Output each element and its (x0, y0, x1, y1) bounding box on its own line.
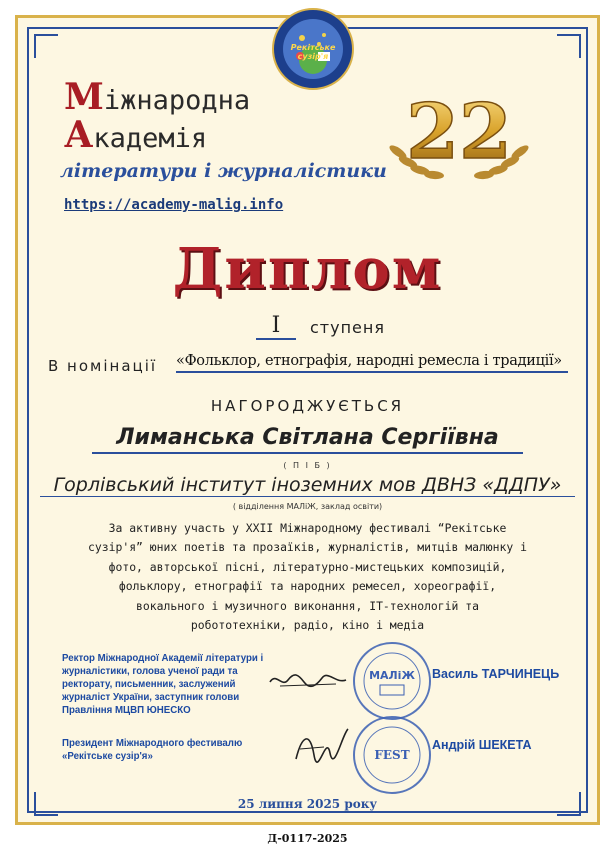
award-reason-text (70, 519, 545, 635)
academy-word-2: кадемія (93, 123, 208, 154)
issue-date: 25 липня 2025 року (237, 797, 378, 811)
svg-text:сузір'я: сузір'я (297, 52, 329, 61)
document-number: Д-0117-2025 (267, 832, 348, 845)
academy-line-2 (64, 114, 394, 156)
anniversary-22-laurel-icon (378, 80, 540, 190)
reason-line: сузір'я” юних поетів та прозаїків, журналістів, митців малюнку і (88, 540, 527, 555)
reason-line: За активну участь у XXII Міжнародному фестивалі “Рекітське (108, 521, 507, 535)
reason-line: робототехніки, радіо, кіно і медіа (190, 618, 425, 633)
institution-hint: ( відділення МАЛіЖ, заклад освіти) (232, 502, 383, 511)
diploma-title: Диплом (172, 236, 443, 302)
stamp1-label: МАЛіЖ (369, 669, 415, 682)
recipient-name: Лиманська Світлана Сергіївна (92, 425, 523, 454)
corner-ornament (34, 34, 58, 58)
degree-value: I (256, 313, 296, 340)
degree-label: ступеня (310, 318, 385, 337)
institution-name: Горлівський інститут іноземних мов ДВНЗ «ДДПУ» (40, 474, 575, 497)
reason-line: фольклору, етнографії та народних ремесел, хореографії, (118, 579, 497, 594)
academy-url-link[interactable]: https://academy-malig.info (64, 197, 284, 213)
nomination-label: В номінації (48, 357, 158, 375)
academy-word-1: іжнародна (103, 85, 251, 116)
stamp2-label: FEST (374, 748, 410, 762)
president-title: Президент Міжнародного фестивалю «Рекітське сузір'я» (62, 738, 243, 762)
rector-signature (266, 668, 350, 692)
degree-row (0, 313, 615, 343)
academy-subtitle: літератури і журналістики (60, 160, 387, 182)
rector-title: Ректор Міжнародної Академії літератури і журналістики, голова ученої ради та ректорату, письменник, заслужений журналіст України, заступник голови Правління МЦВП ЮНЕСКО (62, 653, 264, 716)
awarded-heading: НАГОРОДЖУЄТЬСЯ (210, 397, 405, 415)
academy-initial-m: М (64, 76, 104, 118)
corner-ornament (557, 34, 581, 58)
anniversary-number: 22 (406, 87, 512, 176)
name-hint: ( П І Б ) (283, 461, 332, 470)
academy-logo (64, 76, 394, 156)
academy-line-1 (64, 76, 394, 118)
svg-text:Рекітське: Рекітське (290, 43, 336, 52)
rector-name: Василь ТАРЧИНЕЦЬ (432, 667, 560, 681)
festival-emblem-logo (272, 8, 354, 90)
academy-stamp (350, 639, 434, 723)
president-name: Андрій ШЕКЕТА (432, 738, 532, 752)
reason-line: вокального і музичного виконання, ІТ-технологій та (136, 598, 479, 613)
reason-line: фото, авторської пісні, літературно-мистецьких композицій, (108, 559, 507, 574)
academy-initial-a: А (64, 114, 94, 156)
president-signature (290, 725, 352, 767)
festival-stamp (350, 713, 434, 797)
nomination-value: «Фольклор, етнографія, народні ремесла і традиції» (176, 353, 568, 373)
